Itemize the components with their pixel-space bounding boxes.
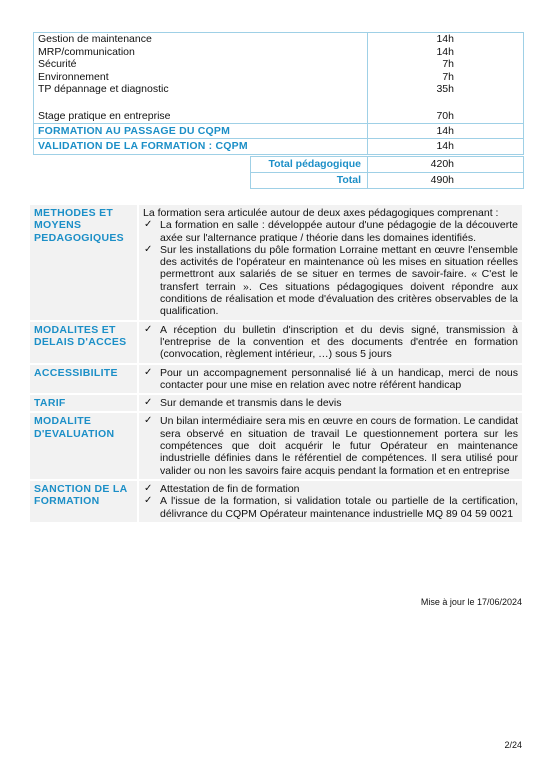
module-label: Gestion de maintenance — [38, 33, 152, 45]
list-item — [143, 244, 518, 318]
table-row — [30, 322, 522, 365]
bullet-list — [143, 367, 518, 392]
list-item-text: Un bilan intermédiaire sera mis en œuvre en cours de formation. Le candidat sera observé en situation de travail Le questionnement portera sur les compétences que doit acquérir le futur Opérateur en maintenance industrielle définies dans le référentiel de compétences. Il sera utilisé pour valider ou non les savoirs faire acquis pendant la formation et en entreprise — [160, 415, 518, 477]
table-row — [251, 157, 524, 173]
bullet-list — [143, 324, 518, 361]
table-row — [34, 33, 524, 124]
checkmark-icon: ✓ — [144, 397, 153, 409]
module-hours-value: 7h — [442, 58, 454, 70]
section-intro: La formation sera articulée autour de deux axes pédagogiques comprenant : — [143, 207, 499, 219]
section-title-accessibilite: ACCESSIBILITE — [30, 365, 137, 396]
checkmark-icon: ✓ — [144, 219, 153, 231]
list-item-text: La formation en salle : développée autour d'une pédagogie de la découverte axée sur l'alternance pratique / théorie dans les domaines identifiés. — [160, 219, 518, 244]
list-item-text: Pour un accompagnement personnalisé lié à un handicap, merci de nous contacter pour une mise en relation avec notre référent handicap — [160, 366, 518, 391]
table-row — [30, 413, 522, 480]
checkmark-icon: ✓ — [144, 366, 153, 378]
list-item — [143, 324, 518, 361]
list-item — [143, 483, 518, 495]
section-title-methodes: METHODES ET MOYENS PEDAGOGIQUES — [30, 205, 137, 322]
table-row — [30, 395, 522, 413]
validation-hours: 14h — [368, 139, 524, 155]
module-hours-value: 14h — [436, 33, 454, 45]
module-label: Environnement — [38, 70, 109, 83]
totals-table — [250, 156, 524, 189]
module-hours-value — [372, 96, 454, 109]
section-title-sanction: SANCTION DE LA FORMATION — [30, 481, 137, 524]
table-row — [251, 173, 524, 189]
table-row — [30, 205, 522, 322]
table-row — [34, 139, 524, 155]
page-number: 2/24 — [504, 740, 522, 750]
module-hours-value: 35h — [436, 83, 454, 95]
list-item-text: A l'issue de la formation, si validation totale ou partielle de la certification, délivrance du CQPM Opérateur maintenance industrielle MQ 89 04 59 0021 — [160, 495, 518, 520]
list-item — [143, 415, 518, 476]
checkmark-icon: ✓ — [144, 415, 153, 427]
checkmark-icon: ✓ — [144, 482, 153, 494]
module-labels — [34, 33, 368, 124]
checkmark-icon: ✓ — [144, 243, 153, 255]
table-row — [30, 365, 522, 396]
module-hours-value: 14h — [436, 45, 454, 58]
info-table — [30, 205, 522, 524]
section-content-accessibilite — [137, 365, 522, 396]
section-content-modalites — [137, 322, 522, 365]
bullet-list — [143, 415, 518, 476]
module-hours-value: 7h — [442, 70, 454, 83]
checkmark-icon: ✓ — [144, 495, 153, 507]
total-value: 490h — [368, 173, 524, 189]
update-date: Mise à jour le 17/06/2024 — [420, 597, 522, 607]
list-item-text: A réception du bulletin d'inscription et du devis signé, transmission à l'entreprise de la convention et des documents d'entrée en formation (convocation, règlement intérieur, …) sous 5 jours — [160, 323, 518, 361]
total-pedagogique-label: Total pédagogique — [251, 157, 368, 173]
section-content-sanction — [137, 481, 522, 524]
table-row — [34, 123, 524, 139]
checkmark-icon: ✓ — [144, 323, 153, 335]
section-content-methodes — [137, 205, 522, 322]
section-content-tarif — [137, 395, 522, 413]
total-pedagogique-value: 420h — [368, 157, 524, 173]
section-title-modalites: MODALITES ET DELAIS D'ACCES — [30, 322, 137, 365]
list-item — [143, 495, 518, 520]
formation-passage-hours: 14h — [368, 123, 524, 139]
section-content-evaluation — [137, 413, 522, 480]
list-item-text: Sur les installations du pôle formation Lorraine mettant en œuvre l'ensemble des activités de l'opérateur en maintenance où les mises en situation réelles permettront aux salariés de se situer en termes de savoir-faire. « C'est le transfert terrain ». Ces situations pédagogiques doivent répondre aux conditions de réalisation et mode d'évaluation des critères observables de la qualification. — [160, 243, 518, 318]
total-label: Total — [251, 173, 368, 189]
module-label: TP dépannage et diagnostic — [38, 83, 169, 95]
bullet-list — [143, 483, 518, 520]
module-label: MRP/communication — [38, 45, 135, 58]
module-hours — [368, 33, 524, 124]
bullet-list — [143, 219, 518, 317]
bullet-list — [143, 397, 518, 409]
section-title-tarif: TARIF — [30, 395, 137, 413]
hours-table — [33, 32, 524, 155]
list-item — [143, 397, 518, 409]
list-item — [143, 367, 518, 392]
list-item-text: Attestation de fin de formation — [160, 482, 300, 495]
section-title-evaluation: MODALITE D'EVALUATION — [30, 413, 137, 480]
module-label: Sécurité — [38, 58, 77, 70]
formation-passage-label: FORMATION AU PASSAGE DU CQPM — [34, 123, 368, 139]
module-label — [38, 96, 363, 109]
table-row — [30, 481, 522, 524]
module-hours-value: 70h — [436, 110, 454, 122]
module-label: Stage pratique en entreprise — [38, 110, 171, 122]
list-item-text: Sur demande et transmis dans le devis — [160, 397, 342, 410]
validation-label: VALIDATION DE LA FORMATION : CQPM — [34, 139, 368, 155]
list-item — [143, 219, 518, 244]
